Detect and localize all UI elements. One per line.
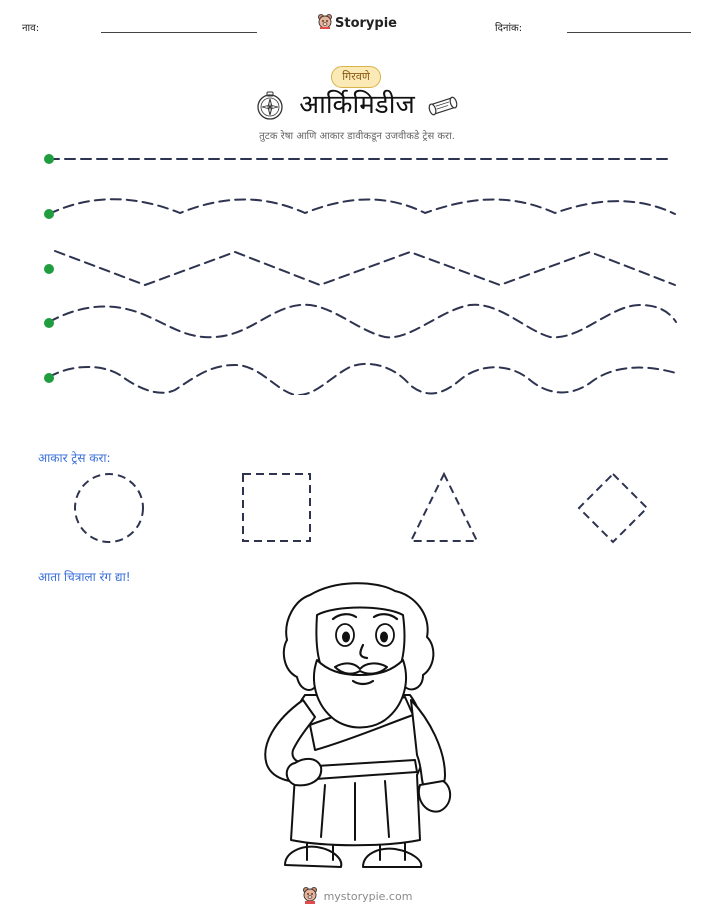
bear-mascot-icon [317, 13, 333, 33]
footer-url[interactable]: mystorypie.com [323, 890, 413, 903]
start-dot [44, 209, 54, 219]
trace-square [243, 474, 310, 541]
brand-name: Storypie [335, 15, 397, 31]
page-title: आर्किमिडीज [299, 90, 415, 120]
tracing-line-wave-3 [49, 364, 676, 395]
archimedes-coloring-figure[interactable] [255, 575, 459, 871]
footer [0, 886, 714, 907]
instructions: तुटक रेषा आणि आकार डावीकडून उजवीकडे ट्रेस करा. [259, 131, 455, 142]
tracing-lines[interactable] [0, 145, 714, 395]
coloring-section-label: आता चित्राला रंग द्या! [38, 570, 131, 584]
tracing-line-zigzag [55, 251, 675, 285]
start-dot [44, 264, 54, 274]
level-badge: गिरवणे [331, 66, 381, 88]
scroll-icon [427, 95, 459, 121]
trace-triangle [411, 474, 477, 541]
brand [0, 13, 714, 33]
tracing-line-wave-2 [49, 305, 676, 338]
tracing-line-wave-1 [49, 199, 675, 214]
start-dot [44, 373, 54, 383]
shapes-section-label: आकार ट्रेस करा: [38, 451, 111, 465]
start-dot [44, 318, 54, 328]
trace-circle [75, 474, 143, 542]
date-label: दिनांक: [495, 23, 523, 34]
date-line[interactable] [567, 32, 691, 33]
start-dot [44, 154, 54, 164]
trace-shapes[interactable] [0, 470, 714, 550]
trace-diamond [579, 474, 647, 542]
name-label: नाव: [22, 23, 40, 34]
bear-mascot-icon [302, 886, 318, 907]
